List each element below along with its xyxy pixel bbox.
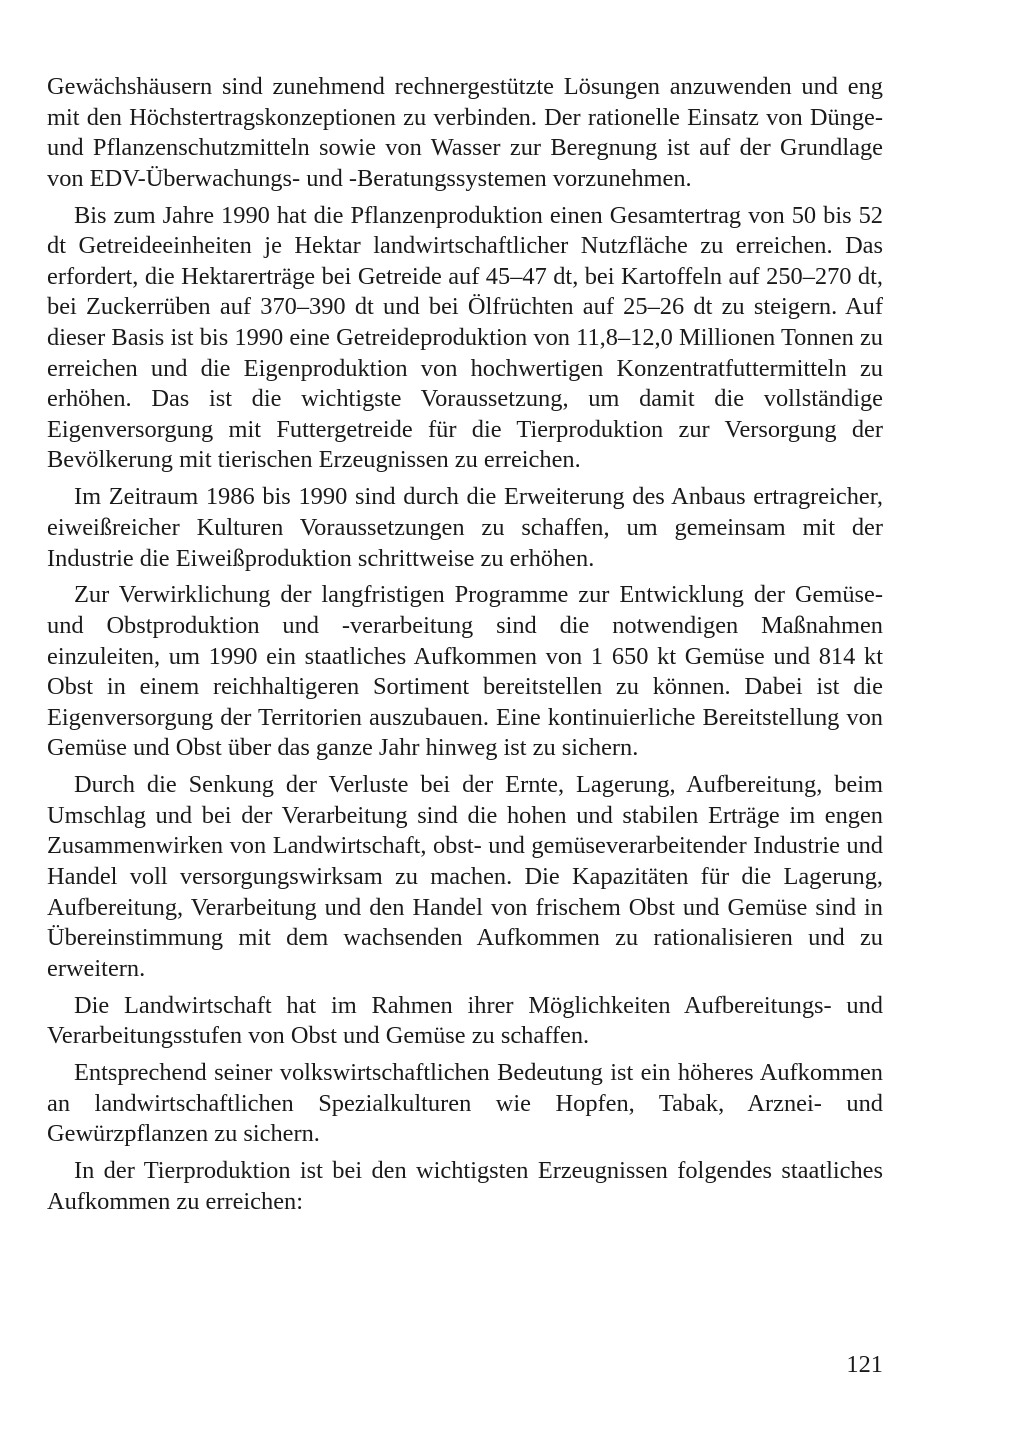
paragraph-8: In der Tierproduktion ist bei den wichtigsten Erzeugnissen folgendes staatliches Aufkommen zu erreichen:: [47, 1157, 883, 1215]
paragraph-7: Entsprechend seiner volkswirtschaftlichen Bedeutung ist ein höheres Aufkommen an landwirtschaftlichen Spezialkulturen wie Hopfen, Tabak, Arznei- und Gewürzpflanzen zu sichern.: [47, 1059, 883, 1148]
paragraph-2: Bis zum Jahre 1990 hat die Pflanzenproduktion einen Gesamtertrag von 50 bis 52 dt Getreideeinheiten je Hektar landwirtschaftlicher Nutzfläche zu erreichen. Das erfordert, die Hektarerträge bei Getreide auf 45–47 dt, bei Kartoffeln auf 250–270 dt, bei Zuckerrüben auf 370–390 dt und bei Ölfrüchten auf 25–26 dt zu steigern. Auf dieser Basis ist bis 1990 eine Getreideproduktion von 11,8–12,0 Millionen Tonnen zu erreichen und die Eigenproduktion von hochwertigen Konzentratfuttermitteln zu erhöhen. Das ist die wichtigste Voraussetzung, um damit die vollständige Eigenversorgung mit Futtergetreide für die Tierproduktion zur Versorgung der Bevölkerung mit tierischen Erzeugnissen zu erreichen.: [47, 201, 883, 474]
paragraph-5: Durch die Senkung der Verluste bei der Ernte, Lagerung, Aufbereitung, beim Umschlag und bei der Verarbeitung sind die hohen und stabilen Erträge im engen Zusammenwirken von Landwirtschaft, obst- und gemüseverarbeitender Industrie und Handel voll versorgungswirksam zu machen. Die Kapazitäten für die Lagerung, Aufbereitung, Verarbeitung und den Handel von frischem Obst und Gemüse sind in Übereinstimmung mit dem wachsenden Aufkommen zu rationalisieren und zu erweitern.: [47, 771, 883, 982]
paragraph-4: Zur Verwirklichung der langfristigen Programme zur Entwicklung der Gemüse- und Obstproduktion und -verarbeitung sind die notwendigen Maßnahmen einzuleiten, um 1990 ein staatliches Aufkommen von 1 650 kt Gemüse und 814 kt Obst in einem reichhaltigeren Sortiment bereitstellen zu können. Dabei ist die Eigenversorgung der Territorien auszubauen. Eine kontinuierliche Bereitstellung von Gemüse und Obst über das ganze Jahr hinweg ist zu sichern.: [47, 581, 883, 762]
paragraph-6: Die Landwirtschaft hat im Rahmen ihrer Möglichkeiten Aufbereitungs- und Verarbeitungsstufen von Obst und Gemüse zu schaffen.: [47, 991, 883, 1050]
page-number: 121: [846, 1351, 883, 1378]
paragraph-1: Gewächshäusern sind zunehmend rechnergestützte Lösungen anzuwenden und eng mit den Höchstertragskonzeptionen zu verbinden. Der rationelle Einsatz von Dünge- und Pflanzenschutzmitteln sowie von Wasser zur Beregnung ist auf der Grundlage von EDV-Überwachungs- und -Beratungssystemen vorzunehmen.: [47, 73, 883, 192]
paragraph-3: Im Zeitraum 1986 bis 1990 sind durch die Erweiterung des Anbaus ertragreicher, eiweißreicher Kulturen Voraussetzungen zu schaffen, um gemeinsam mit der Industrie die Eiweißproduktion schrittweise zu erhöhen.: [47, 483, 883, 572]
body-text: [47, 72, 883, 1224]
